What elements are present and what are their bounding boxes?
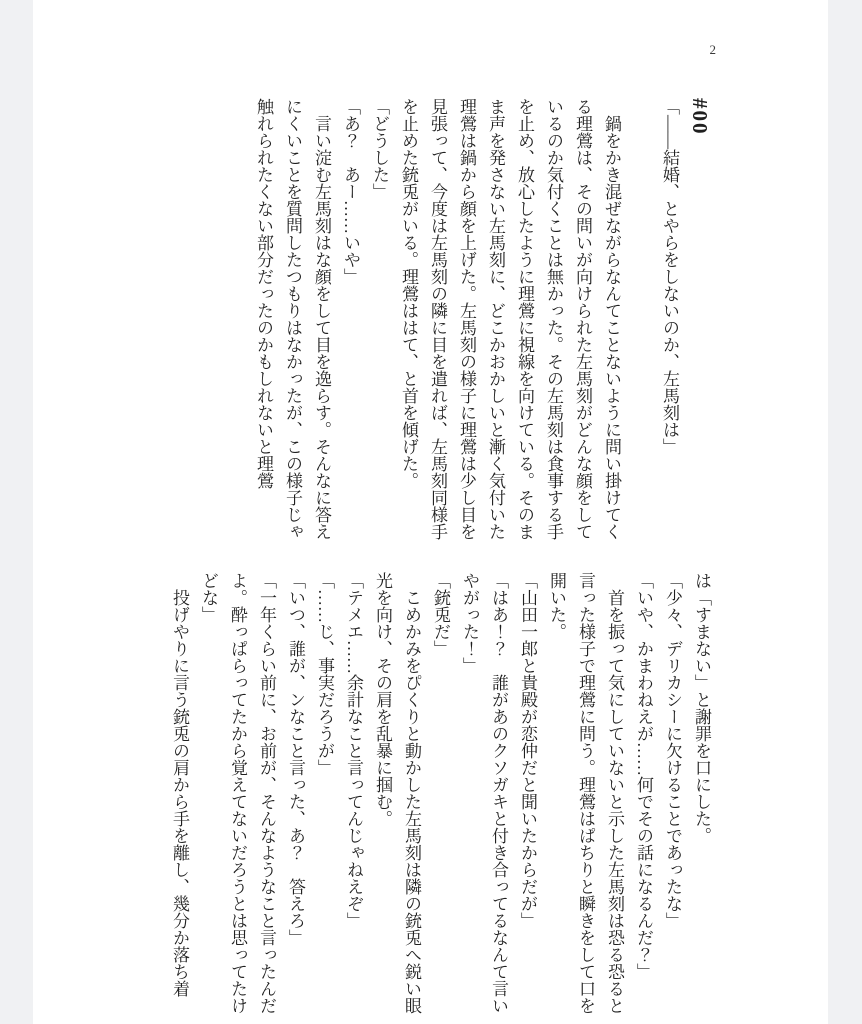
paragraph: 「——結婚、とやらをしないのか、左馬刻は」	[660, 98, 679, 455]
paragraph: 「テメエ……余計なこと言ってんじゃねえぞ」	[344, 572, 363, 929]
paragraph: 「いつ、誰が、ンなこと言った、あ？ 答えろ」	[286, 572, 305, 946]
text-band-top	[249, 98, 716, 550]
paragraph: こめかみをぴくりと動かした左馬刻は隣の銃兎へ鋭い眼光を向け、その肩を乱暴に掴む。	[373, 572, 421, 1014]
blank-line	[626, 98, 655, 550]
paragraph: 「少々、デリカシーに欠けることであったな」	[663, 572, 682, 929]
paragraph: 首を振って気にしていないと示した左馬刻は恐る恐ると言った様子で理鶯に問う。理鶯はぱちりと瞬きをして口を開いた。	[547, 572, 624, 1014]
document-page	[33, 0, 828, 1024]
paragraph: 「いや、かまわねえが……何でその話になるんだ？」	[634, 572, 653, 980]
paragraph: 「はあ！？ 誰があのクソガキと付き合ってるなんて言いやがった！」	[460, 572, 508, 1014]
paragraph: 「銃兎だ」	[431, 572, 450, 657]
paragraph: 鍋をかき混ぜながらなんてことないように問い掛けてくる理鶯は、その問いが向けられた左馬刻がどんな顔をしているのか気付くことは無かった。その左馬刻は食事する手を止め、放心したように理鶯に視線を向けている。そのまま声を発さない左馬刻に、どこかおかしいと漸く気付いた理鶯は鍋から顔を上げた。左馬刻の様子に理鶯は少し目を見張って、今度は左馬刻の隣に目を遣れば、左馬刻同様手を止めた銃兎がいる。理鶯ははて、と首を傾げた。	[399, 98, 621, 540]
text-band-bottom	[165, 572, 716, 1024]
paragraph: 言い淀む左馬刻はな顔をして目を逸らす。そんなに答えにくいことを質問したつもりはなかったが、この様子じゃ触れられたくない部分だったのかもしれないと理鶯	[254, 98, 331, 540]
paragraph: 「一年くらい前に、お前が、そんなようなこと言ったんだよ。酔っぱらってたから覚えてないだろうとは思ってたけどな」	[199, 572, 276, 1014]
paragraph: 「……じ、事実だろうが」	[315, 572, 334, 776]
chapter-heading: #00	[688, 98, 712, 136]
paragraph: 「どうした」	[370, 98, 389, 200]
paragraph: は「すまない」と謝罪を口にした。	[692, 572, 711, 844]
paragraph: 投げやりに言う銃兎の肩から手を離し、幾分か落ち着	[170, 589, 189, 997]
paragraph: 「あ？ あー……いや」	[341, 98, 360, 285]
paragraph: 「山田一郎と貴殿が恋仲だと聞いたからだが」	[518, 572, 537, 929]
page-number: 2	[709, 42, 716, 57]
